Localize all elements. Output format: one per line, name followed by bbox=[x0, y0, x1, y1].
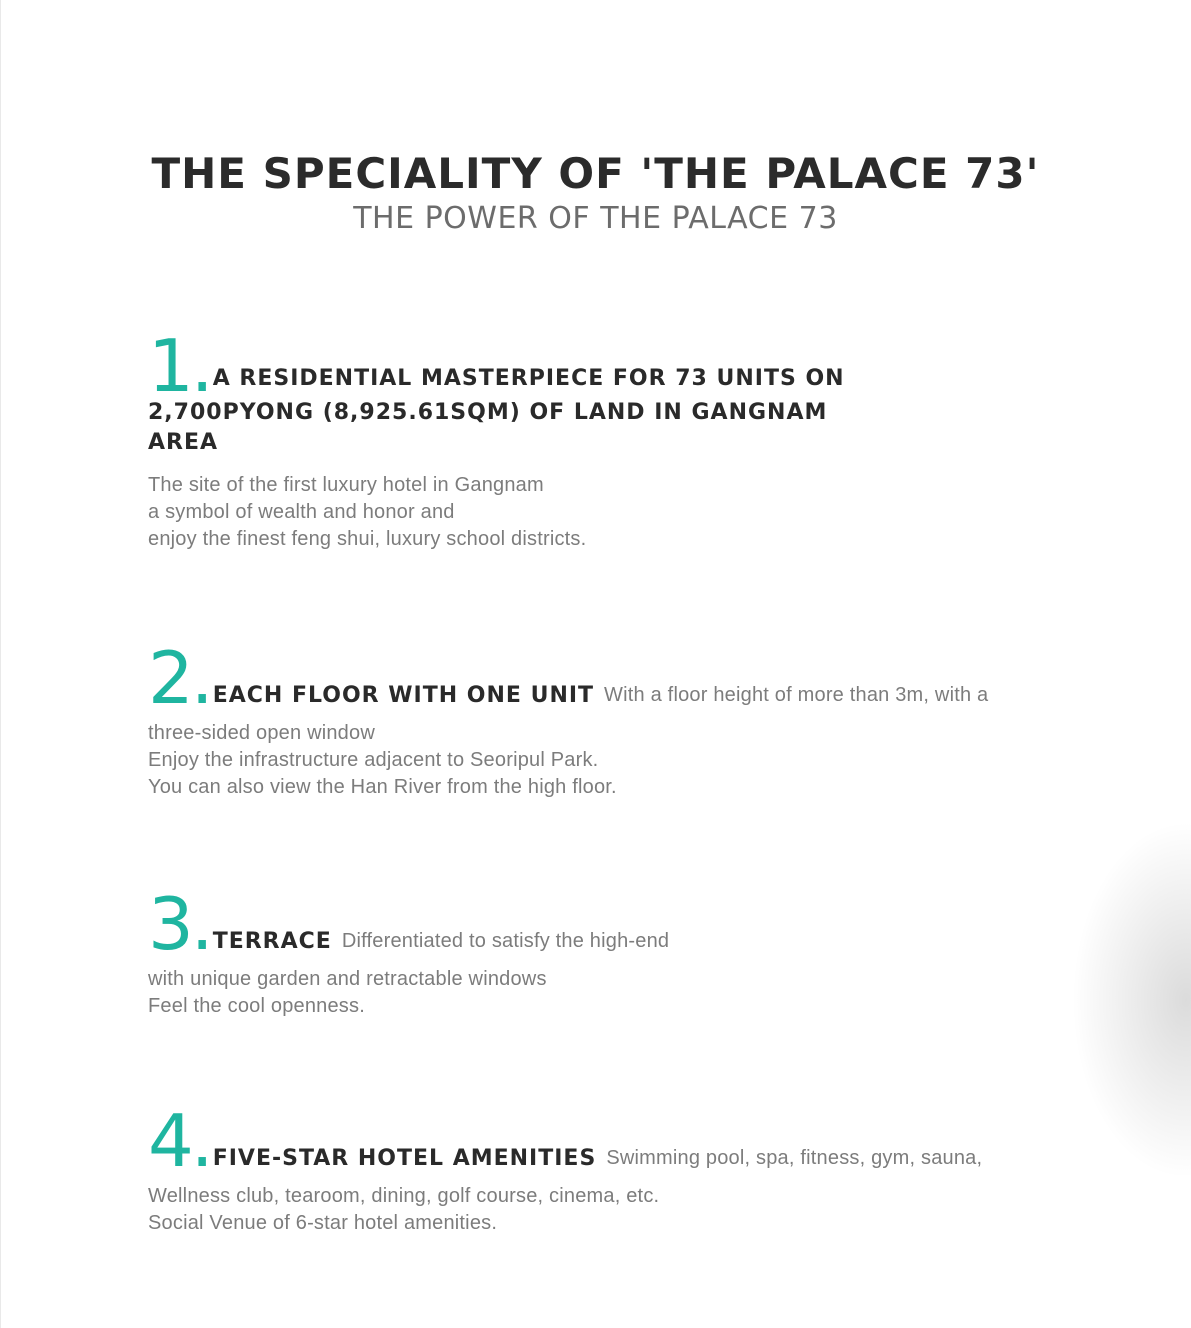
feature-item-3 bbox=[148, 882, 1048, 1020]
description-line: The site of the first luxury hotel in Gangnam bbox=[148, 474, 544, 496]
feature-description bbox=[148, 966, 1048, 1020]
feature-heading: FIVE-STAR HOTEL AMENITIES bbox=[212, 1146, 597, 1171]
feature-number: 3. bbox=[148, 882, 211, 966]
description-line: three-sided open window bbox=[148, 722, 375, 744]
description-line: with unique garden and retractable windows bbox=[148, 968, 547, 990]
feature-inline-description: Differentiated to satisfy the high-end bbox=[341, 930, 670, 952]
feature-heading-row bbox=[148, 882, 1048, 966]
description-line: a symbol of wealth and honor and bbox=[148, 501, 455, 523]
feature-heading-row bbox=[148, 636, 1048, 720]
feature-heading: EACH FLOOR WITH ONE UNIT bbox=[212, 683, 595, 708]
feature-heading: TERRACE bbox=[212, 929, 332, 954]
feature-item-2 bbox=[148, 636, 1048, 801]
description-line: Feel the cool openness. bbox=[148, 995, 365, 1017]
feature-inline-description: With a floor height of more than 3m, with a bbox=[604, 684, 989, 706]
description-line: enjoy the finest feng shui, luxury school districts. bbox=[148, 528, 587, 550]
feature-inline-description: Swimming pool, spa, fitness, gym, sauna, bbox=[606, 1147, 983, 1169]
description-line: You can also view the Han River from the high floor. bbox=[148, 776, 617, 798]
feature-heading-continued bbox=[148, 398, 868, 458]
feature-heading-line: 2,700PYONG (8,925.61SQM) OF LAND IN GANGNAM bbox=[148, 400, 828, 425]
description-line: Wellness club, tearoom, dining, golf course, cinema, etc. bbox=[148, 1185, 660, 1207]
feature-number: 2. bbox=[148, 636, 211, 720]
corner-shadow bbox=[1071, 820, 1191, 1180]
feature-description bbox=[148, 1183, 1048, 1237]
feature-heading: A RESIDENTIAL MASTERPIECE FOR 73 UNITS ON bbox=[212, 366, 845, 391]
feature-heading-line: AREA bbox=[148, 430, 219, 455]
feature-item-4 bbox=[148, 1099, 1048, 1237]
feature-heading-row bbox=[148, 324, 868, 408]
feature-description bbox=[148, 720, 1048, 801]
page-subtitle: THE POWER OF THE PALACE 73 bbox=[353, 201, 838, 236]
description-line: Enjoy the infrastructure adjacent to Seoripul Park. bbox=[148, 749, 599, 771]
feature-number: 1. bbox=[148, 324, 211, 408]
feature-item-1 bbox=[148, 324, 868, 553]
feature-description bbox=[148, 472, 868, 553]
feature-number: 4. bbox=[148, 1099, 211, 1183]
page-title: THE SPECIALITY OF 'THE PALACE 73' bbox=[151, 149, 1040, 198]
feature-heading-row bbox=[148, 1099, 1048, 1183]
description-line: Social Venue of 6-star hotel amenities. bbox=[148, 1212, 498, 1234]
